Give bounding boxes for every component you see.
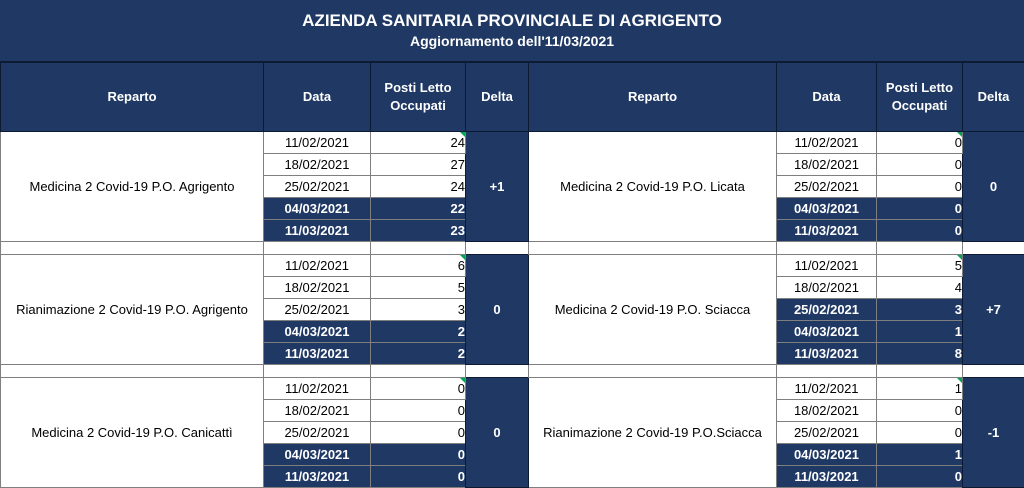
- beds-value-cell[interactable]: 0: [371, 444, 466, 466]
- header-data: Data: [777, 63, 877, 132]
- delta-cell[interactable]: 0: [466, 378, 529, 488]
- header-posti-line1: Posti Letto: [384, 80, 451, 95]
- sheet-title: AZIENDA SANITARIA PROVINCIALE DI AGRIGENTO: [0, 0, 1024, 31]
- separator-cell: [529, 242, 777, 255]
- header-delta: Delta: [963, 63, 1024, 132]
- date-cell[interactable]: 18/02/2021: [777, 154, 877, 176]
- header-posti-letto: [877, 63, 963, 132]
- beds-value-cell[interactable]: 0: [371, 466, 466, 488]
- date-cell[interactable]: 18/02/2021: [264, 154, 371, 176]
- table-body: [1, 132, 1024, 488]
- separator-cell: [963, 242, 1024, 255]
- block-separator: [1, 242, 1024, 255]
- separator-cell: [963, 365, 1024, 378]
- separator-cell: [777, 242, 877, 255]
- date-cell[interactable]: 04/03/2021: [777, 321, 877, 343]
- beds-table: [0, 62, 1024, 488]
- beds-value-cell[interactable]: 22: [371, 198, 466, 220]
- separator-cell: [371, 242, 466, 255]
- date-cell[interactable]: 04/03/2021: [264, 444, 371, 466]
- delta-cell[interactable]: -1: [963, 378, 1024, 488]
- beds-value-cell[interactable]: 0: [877, 466, 963, 488]
- reparto-name: Medicina 2 Covid-19 P.O. Canicattì: [1, 378, 264, 488]
- block-separator: [1, 365, 1024, 378]
- separator-cell: [466, 242, 529, 255]
- separator-cell: [1, 365, 264, 378]
- date-cell[interactable]: 11/02/2021: [264, 378, 371, 400]
- beds-value-cell[interactable]: 0: [877, 154, 963, 176]
- beds-value-cell[interactable]: 4: [877, 277, 963, 299]
- header-posti-line2: Occupati: [390, 98, 446, 113]
- header-delta: Delta: [466, 63, 529, 132]
- beds-value-cell[interactable]: 8: [877, 343, 963, 365]
- sheet-subtitle: Aggiornamento dell'11/03/2021: [0, 31, 1024, 51]
- beds-value-cell[interactable]: 2: [371, 343, 466, 365]
- beds-value-cell[interactable]: 5: [877, 255, 963, 277]
- table-row: [1, 378, 1024, 400]
- beds-value-cell[interactable]: 0: [877, 400, 963, 422]
- title-banner: [0, 0, 1024, 62]
- delta-cell[interactable]: +1: [466, 132, 529, 242]
- beds-value-cell[interactable]: 6: [371, 255, 466, 277]
- beds-value-cell[interactable]: 24: [371, 176, 466, 198]
- separator-cell: [1, 242, 264, 255]
- date-cell[interactable]: 18/02/2021: [777, 400, 877, 422]
- date-cell[interactable]: 11/02/2021: [264, 255, 371, 277]
- header-posti-line1: Posti Letto: [886, 80, 953, 95]
- header-reparto: Reparto: [529, 63, 777, 132]
- beds-value-cell[interactable]: 3: [371, 299, 466, 321]
- header-reparto: Reparto: [1, 63, 264, 132]
- delta-cell[interactable]: +7: [963, 255, 1024, 365]
- beds-value-cell[interactable]: 0: [877, 422, 963, 444]
- reparto-name: Rianimazione 2 Covid-19 P.O.Sciacca: [529, 378, 777, 488]
- date-cell[interactable]: 11/02/2021: [264, 132, 371, 154]
- date-cell[interactable]: 11/03/2021: [264, 343, 371, 365]
- beds-value-cell[interactable]: 23: [371, 220, 466, 242]
- beds-value-cell[interactable]: 1: [877, 378, 963, 400]
- date-cell[interactable]: 18/02/2021: [264, 400, 371, 422]
- table-row: [1, 132, 1024, 154]
- beds-value-cell[interactable]: 0: [371, 378, 466, 400]
- beds-value-cell[interactable]: 0: [877, 198, 963, 220]
- separator-cell: [877, 365, 963, 378]
- date-cell[interactable]: 11/03/2021: [264, 220, 371, 242]
- beds-value-cell[interactable]: 27: [371, 154, 466, 176]
- beds-value-cell[interactable]: 1: [877, 444, 963, 466]
- date-cell[interactable]: 11/03/2021: [777, 220, 877, 242]
- date-cell[interactable]: 11/03/2021: [264, 466, 371, 488]
- separator-cell: [529, 365, 777, 378]
- date-cell[interactable]: 04/03/2021: [777, 444, 877, 466]
- reparto-name: Medicina 2 Covid-19 P.O. Agrigento: [1, 132, 264, 242]
- separator-cell: [371, 365, 466, 378]
- date-cell[interactable]: 25/02/2021: [777, 299, 877, 321]
- reparto-name: Medicina 2 Covid-19 P.O. Licata: [529, 132, 777, 242]
- date-cell[interactable]: 04/03/2021: [777, 198, 877, 220]
- delta-cell[interactable]: 0: [466, 255, 529, 365]
- date-cell[interactable]: 18/02/2021: [777, 277, 877, 299]
- date-cell[interactable]: 11/02/2021: [777, 255, 877, 277]
- separator-cell: [777, 365, 877, 378]
- beds-value-cell[interactable]: 2: [371, 321, 466, 343]
- date-cell[interactable]: 25/02/2021: [264, 422, 371, 444]
- date-cell[interactable]: 04/03/2021: [264, 198, 371, 220]
- table-row: [1, 255, 1024, 277]
- date-cell[interactable]: 04/03/2021: [264, 321, 371, 343]
- beds-value-cell[interactable]: 1: [877, 321, 963, 343]
- date-cell[interactable]: 11/03/2021: [777, 343, 877, 365]
- delta-cell[interactable]: 0: [963, 132, 1024, 242]
- date-cell[interactable]: 25/02/2021: [777, 422, 877, 444]
- date-cell[interactable]: 18/02/2021: [264, 277, 371, 299]
- separator-cell: [264, 242, 371, 255]
- beds-value-cell[interactable]: 0: [877, 132, 963, 154]
- date-cell[interactable]: 25/02/2021: [264, 176, 371, 198]
- date-cell[interactable]: 11/02/2021: [777, 378, 877, 400]
- separator-cell: [466, 365, 529, 378]
- separator-cell: [877, 242, 963, 255]
- header-posti-line2: Occupati: [892, 98, 948, 113]
- beds-value-cell[interactable]: 0: [877, 220, 963, 242]
- beds-value-cell[interactable]: 24: [371, 132, 466, 154]
- date-cell[interactable]: 11/03/2021: [777, 466, 877, 488]
- date-cell[interactable]: 11/02/2021: [777, 132, 877, 154]
- beds-value-cell[interactable]: 0: [371, 400, 466, 422]
- reparto-name: Medicina 2 Covid-19 P.O. Sciacca: [529, 255, 777, 365]
- beds-value-cell[interactable]: 0: [371, 422, 466, 444]
- date-cell[interactable]: 25/02/2021: [264, 299, 371, 321]
- date-cell[interactable]: 25/02/2021: [777, 176, 877, 198]
- header-data: Data: [264, 63, 371, 132]
- header-posti-letto: [371, 63, 466, 132]
- reparto-name: Rianimazione 2 Covid-19 P.O. Agrigento: [1, 255, 264, 365]
- beds-value-cell[interactable]: 0: [877, 176, 963, 198]
- separator-cell: [264, 365, 371, 378]
- header-row: [1, 63, 1024, 132]
- beds-value-cell[interactable]: 5: [371, 277, 466, 299]
- beds-value-cell[interactable]: 3: [877, 299, 963, 321]
